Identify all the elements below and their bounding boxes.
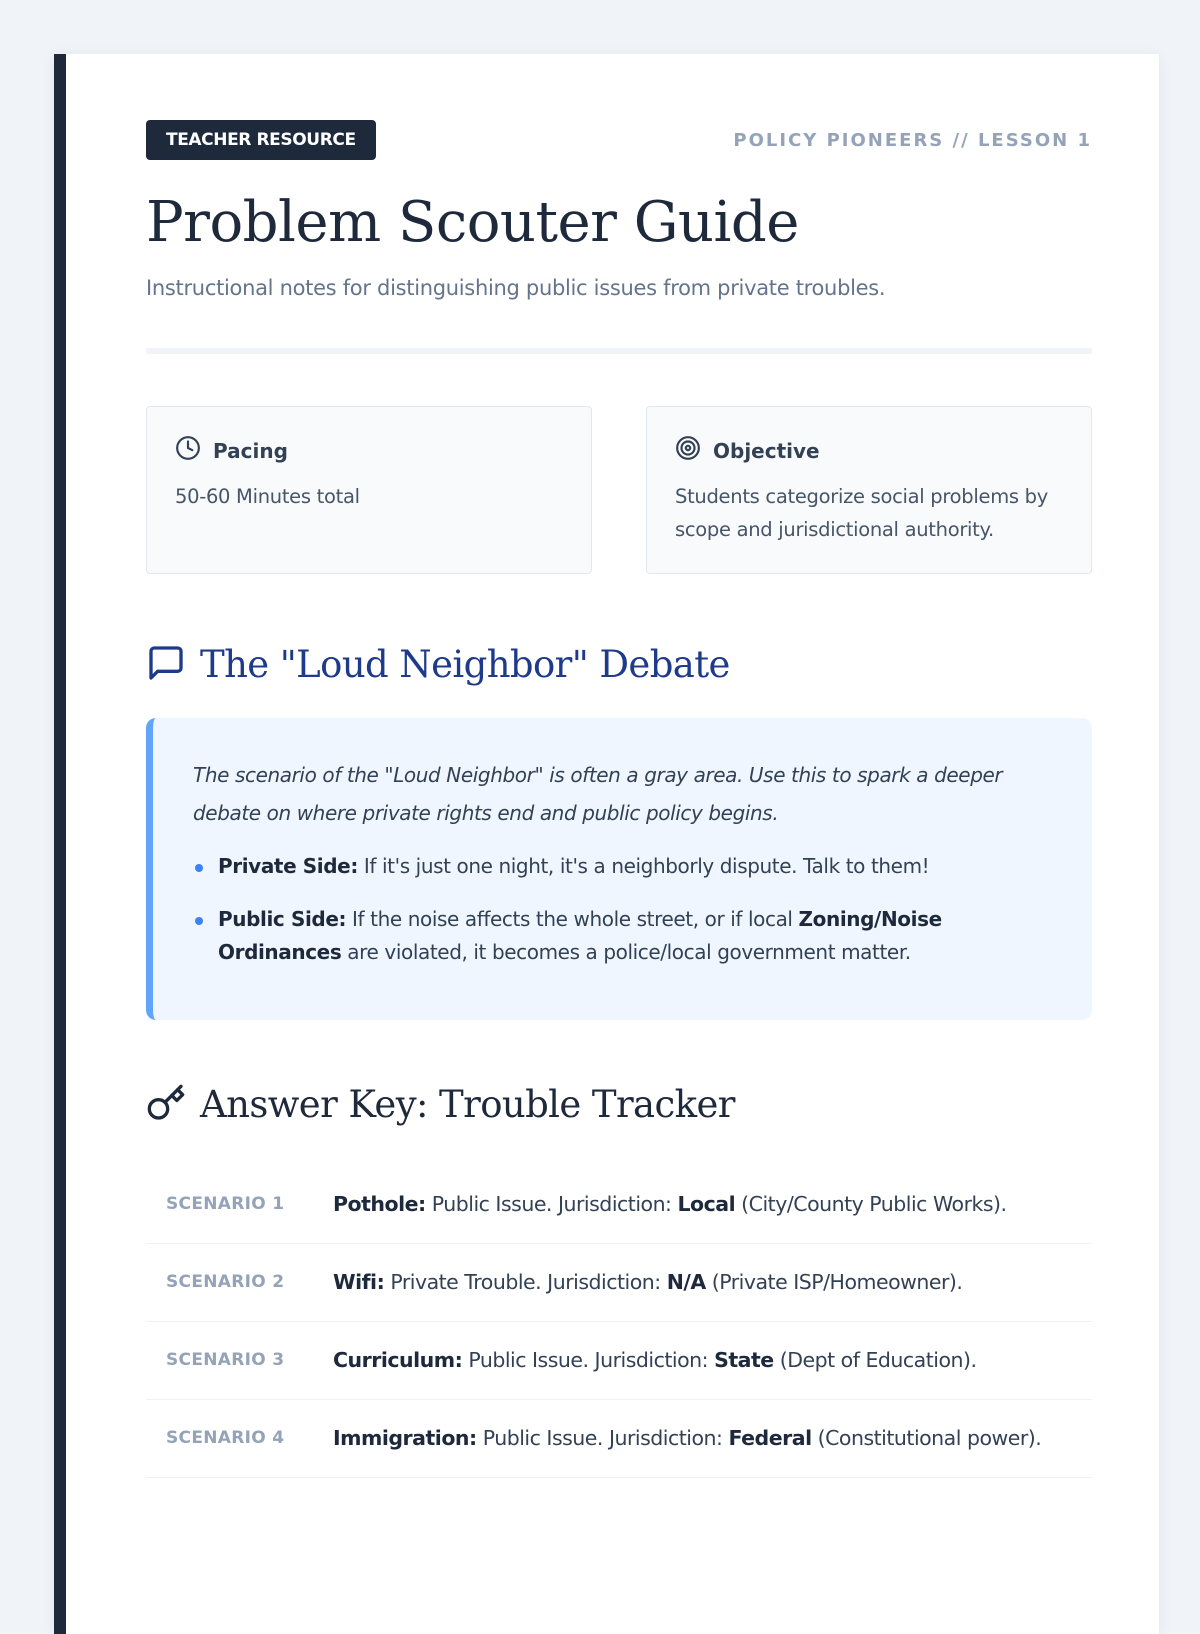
- lesson-label: POLICY PIONEERS // LESSON 1: [733, 129, 1092, 151]
- table-row: [146, 1166, 1092, 1244]
- debate-sides: [193, 850, 1052, 969]
- message-square-icon: [146, 643, 186, 687]
- pacing-text: 50-60 Minutes total: [175, 485, 360, 508]
- objective-text: Students categorize social problems by scope and jurisdictional authority.: [675, 485, 1048, 541]
- info-cards: [146, 406, 1092, 574]
- debate-title: The "Loud Neighbor" Debate: [200, 643, 730, 686]
- scenario-jurisdiction: State: [714, 1348, 774, 1372]
- resource-badge: TEACHER RESOURCE: [146, 120, 376, 160]
- pacing-card-head: [175, 435, 563, 466]
- private-side-text: If it's just one night, it's a neighborly dispute. Talk to them!: [357, 854, 930, 878]
- scenario-label: SCENARIO 3: [166, 1350, 285, 1370]
- sheet-content: [146, 120, 1092, 1478]
- public-side-label: Public Side:: [218, 907, 347, 931]
- scenario-jurisdiction: Local: [677, 1192, 736, 1216]
- page-title: Problem Scouter Guide: [146, 190, 799, 255]
- header-row: [146, 120, 1092, 160]
- answer-key-table: [146, 1166, 1092, 1478]
- objective-label: Objective: [713, 438, 820, 463]
- scenario-topic: Pothole:: [333, 1192, 426, 1216]
- answer-key-heading: [146, 1082, 1092, 1128]
- scenario-label: SCENARIO 2: [166, 1272, 285, 1292]
- scenario-label: SCENARIO 4: [166, 1428, 285, 1448]
- scenario-detail: (Constitutional power).: [811, 1426, 1042, 1450]
- page-subtitle: Instructional notes for distinguishing public issues from private troubles.: [146, 276, 886, 300]
- objective-card: [646, 406, 1092, 574]
- clock-icon: [175, 435, 201, 466]
- public-side-text: If the noise affects the whole street, or if local: [346, 907, 799, 931]
- scenario-jurisdiction: N/A: [666, 1270, 706, 1294]
- scenario-topic: Curriculum:: [333, 1348, 463, 1372]
- pacing-label: Pacing: [213, 438, 288, 463]
- table-row: [146, 1400, 1092, 1478]
- resource-sheet: [54, 54, 1159, 1634]
- scenario-classification: Public Issue. Jurisdiction:: [425, 1192, 678, 1216]
- objective-card-head: [675, 435, 1063, 466]
- pacing-card: [146, 406, 592, 574]
- scenario-topic: Wifi:: [333, 1270, 385, 1294]
- answer-key-title: Answer Key: Trouble Tracker: [200, 1083, 735, 1126]
- debate-heading: [146, 642, 1092, 688]
- debate-callout: [146, 718, 1092, 1020]
- scenario-answer: [333, 1344, 1092, 1377]
- scenario-label: SCENARIO 1: [166, 1194, 285, 1214]
- scenario-detail: (Dept of Education).: [773, 1348, 977, 1372]
- scenario-answer: [333, 1188, 1092, 1221]
- table-row: [146, 1244, 1092, 1322]
- scenario-topic: Immigration:: [333, 1426, 477, 1450]
- scenario-jurisdiction: Federal: [728, 1426, 812, 1450]
- public-side-text-end: are violated, it becomes a police/local government matter.: [341, 940, 911, 964]
- public-side-item: [193, 903, 1052, 969]
- scenario-classification: Public Issue. Jurisdiction:: [462, 1348, 715, 1372]
- table-row: [146, 1322, 1092, 1400]
- scenario-classification: Private Trouble. Jurisdiction:: [384, 1270, 667, 1294]
- debate-intro: The scenario of the "Loud Neighbor" is often a gray area. Use this to spark a deeper debate on where private rights end and public policy begins.: [193, 763, 1003, 825]
- scenario-answer: [333, 1422, 1092, 1455]
- scenario-answer: [333, 1266, 1092, 1299]
- scenario-detail: (Private ISP/Homeowner).: [705, 1270, 963, 1294]
- ordinance-term: Zoning/Noise Ordinances: [218, 907, 942, 964]
- private-side-label: Private Side:: [218, 854, 358, 878]
- key-icon: [146, 1083, 186, 1127]
- scenario-classification: Public Issue. Jurisdiction:: [476, 1426, 729, 1450]
- target-icon: [675, 435, 701, 466]
- private-side-item: [193, 850, 1052, 883]
- scenario-detail: (City/County Public Works).: [735, 1192, 1007, 1216]
- divider: [146, 348, 1092, 354]
